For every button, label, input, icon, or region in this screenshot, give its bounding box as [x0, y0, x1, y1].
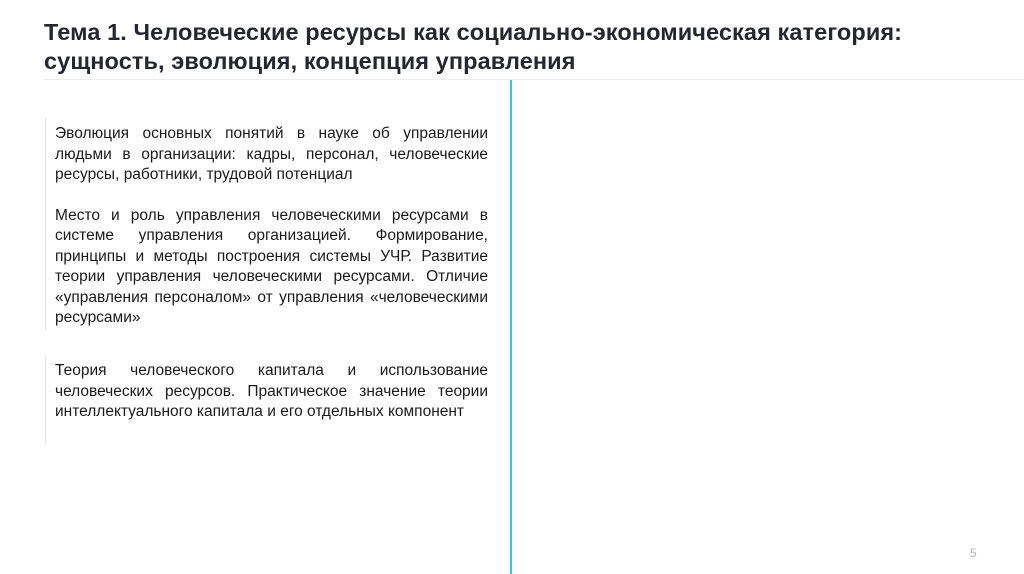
topic-text-block-1: [45, 118, 488, 330]
topic-paragraph-evolution-of-concepts: Эволюция основных понятий в науке об управлении людьми в организации: кадры, персонал, человеческие ресурсы, работники, трудовой потенциал: [55, 125, 488, 183]
vertical-accent-divider: [510, 80, 512, 574]
title-underline-divider: [44, 79, 1024, 80]
slide-title: Тема 1. Человеческие ресурсы как социально-экономическая категория: сущность, эволюция, концепция управления: [44, 19, 903, 74]
topic-text-block-2: [45, 355, 488, 445]
topic-paragraph-hrm-role: Место и роль управления человеческими ресурсами в системе управления организацией. Формирование, принципы и методы построения системы УЧР. Развитие теории управления человеческими ресурсами. Отличие «управления персоналом» от управления «человеческими ресурсами»: [55, 206, 488, 326]
page-number: 5: [970, 546, 977, 560]
topic-paragraph-human-capital: Теория человеческого капитала и использование человеческих ресурсов. Практическое значение теории интеллектуального капитала и его отдельных компонент: [55, 362, 488, 420]
